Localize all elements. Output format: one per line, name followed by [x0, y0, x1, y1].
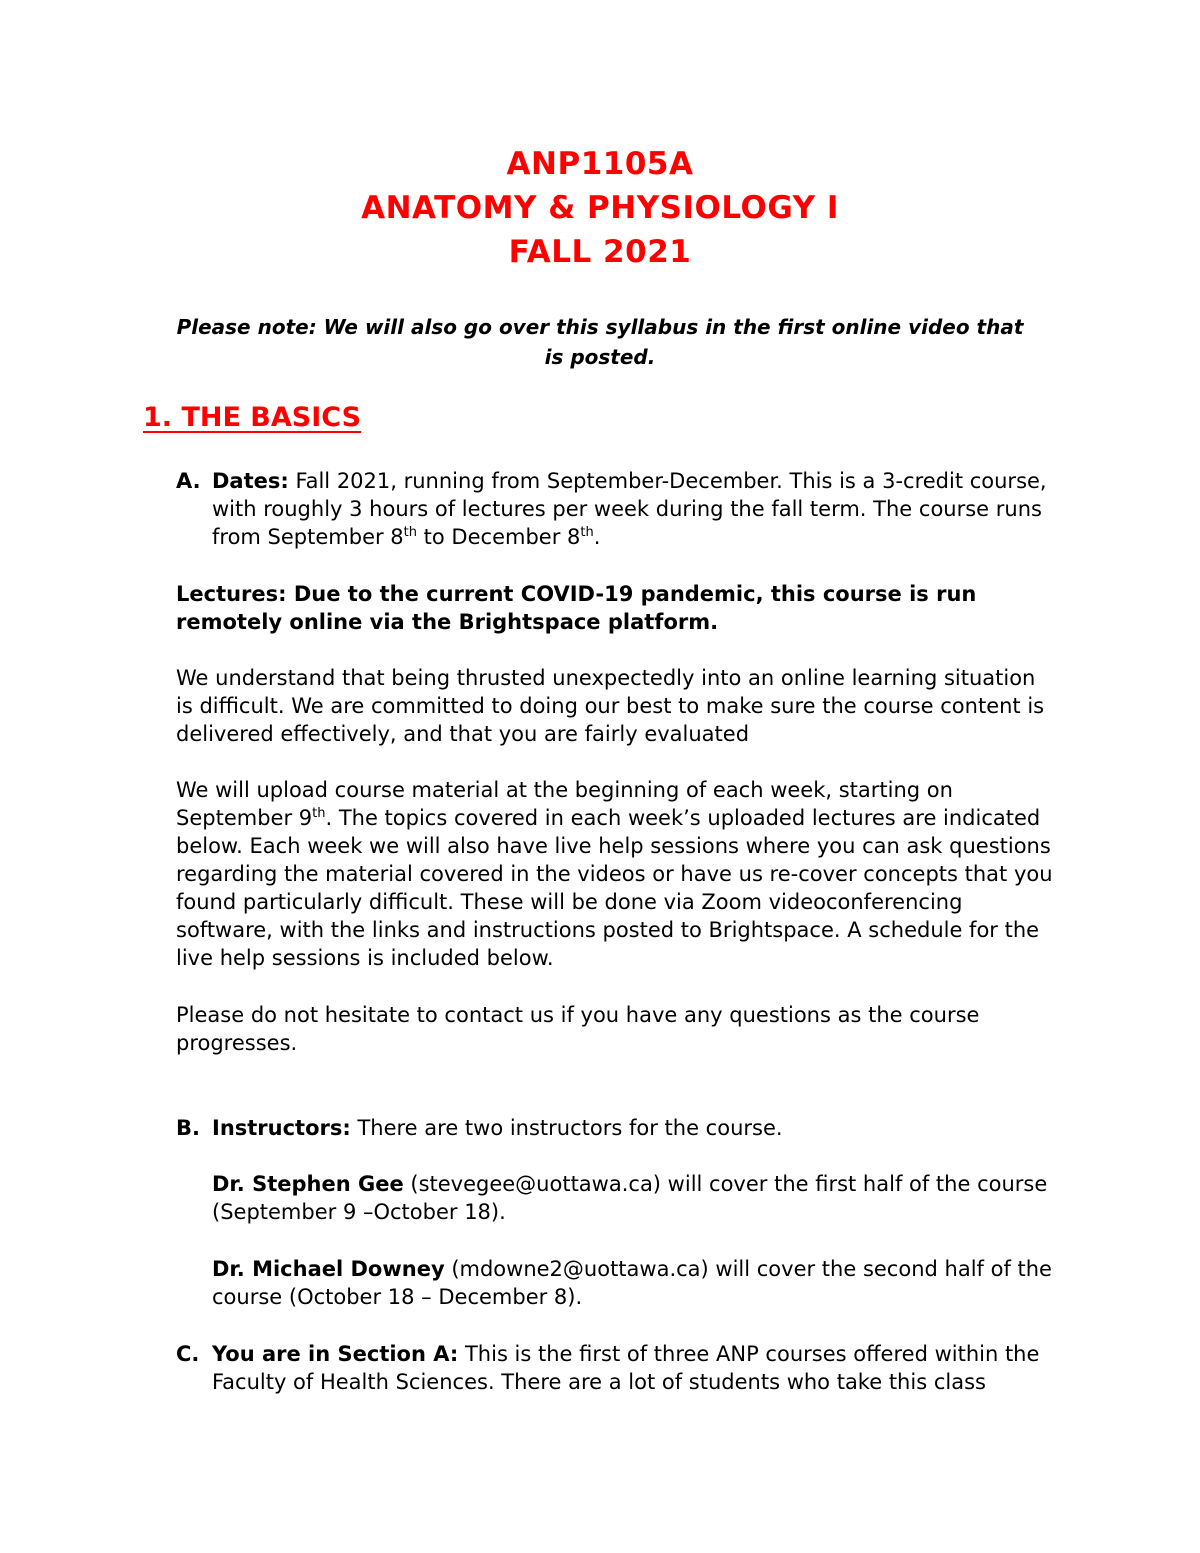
section-heading-basics: 1. THE BASICS [143, 402, 362, 433]
course-term: FALL 2021 [508, 234, 692, 270]
item-section-a-content [212, 1340, 1062, 1396]
instructor-details: (mdowne2@uottawa.ca) will cover the second half of the course (October 18 – December 8). [212, 1257, 1052, 1309]
lectures-paragraph: Lectures: Due to the current COVID-19 pandemic, this course is run remotely online via the Brightspace platform. [176, 582, 977, 634]
section-a-text: This is the first of three ANP courses offered within the Faculty of Health Sciences. There are a lot of students who take this class [212, 1342, 1040, 1394]
understand-paragraph: We understand that being thrusted unexpectedly into an online learning situation is difficult. We are committed to doing our best to make sure the course content is delivered effectively, and that you are fairly evaluated [176, 666, 1045, 746]
course-code: ANP1105A [506, 146, 694, 182]
syllabus-note: Please note: We will also go over this syllabus in the first online video that is posted. [176, 315, 1024, 369]
item-letter: B. [176, 1116, 200, 1140]
dates-text: Fall 2021, running from September-December. This is a 3-credit course, with roughly 3 hours of lectures per week during the fall term. The course runs from September 8 [212, 469, 1047, 549]
contact-paragraph: Please do not hesitate to contact us if you have any questions as the course progresses. [176, 1003, 980, 1055]
ordinal-suffix: th [580, 525, 594, 540]
item-label: You are in Section A: [212, 1342, 459, 1366]
instructor-details: (stevegee@uottawa.ca) will cover the first half of the course (September 9 –October 18). [212, 1172, 1048, 1224]
item-label: Instructors: [212, 1116, 351, 1140]
instructor-downey [212, 1255, 1062, 1311]
upload-text-rest: . The topics covered in each week’s uploaded lectures are indicated below. Each week we will also have live help sessions where you can ask questions regarding the material covered in the videos or have us re-cover concepts that you found particularly difficult. These will be done via Zoom videoconferencing software, with the links and instructions posted to Brightspace. A schedule for the live help sessions is included below. [176, 806, 1053, 970]
item-letter: C. [176, 1342, 200, 1366]
item-instructors-content [212, 1114, 1062, 1142]
course-title-block [0, 142, 1200, 274]
dates-text-mid: to December 8 [417, 525, 581, 549]
upload-paragraph [176, 776, 1056, 972]
dates-text-end: . [593, 525, 601, 549]
instructors-text: There are two instructors for the course. [350, 1116, 783, 1140]
item-label: Dates: [212, 469, 289, 493]
instructor-gee [212, 1170, 1062, 1226]
item-dates-content [212, 467, 1062, 551]
course-name: ANATOMY & PHYSIOLOGY I [361, 190, 839, 226]
instructor-name: Dr. Stephen Gee [212, 1172, 404, 1196]
upload-text-start: We will upload course material at the beginning of each week, starting on September 9 [176, 778, 953, 830]
instructor-name: Dr. Michael Downey [212, 1257, 445, 1281]
item-letter: A. [176, 469, 201, 493]
ordinal-suffix: th [312, 806, 326, 821]
ordinal-suffix: th [403, 525, 417, 540]
